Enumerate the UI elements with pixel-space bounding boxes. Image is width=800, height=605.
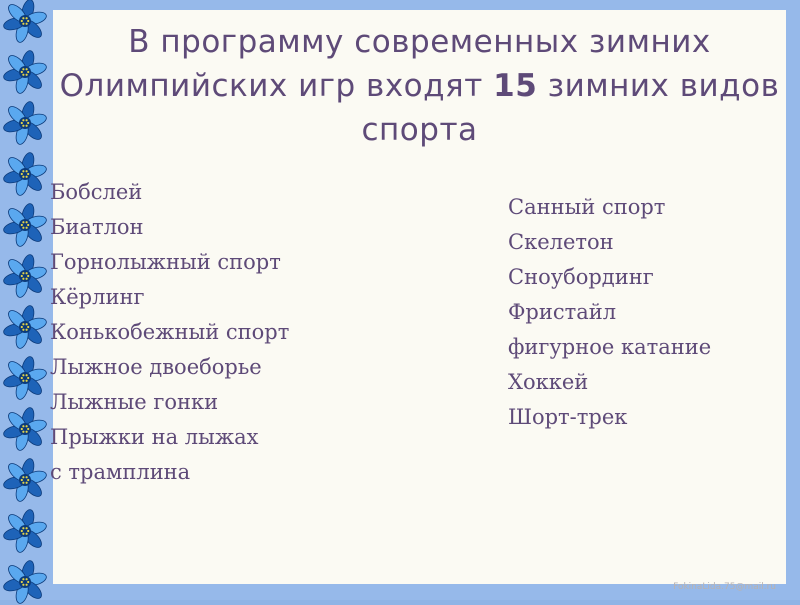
- sport-list-item: Фристайл: [508, 300, 617, 324]
- blue-flower-icon: [2, 355, 48, 401]
- sport-list-item: Бобслей: [50, 180, 143, 204]
- sport-list-item: Лыжное двоеборье: [50, 355, 262, 379]
- sport-list-item: Лыжные гонки: [50, 390, 219, 414]
- sport-list-item: с трамплина: [50, 460, 191, 484]
- slide-title: [53, 20, 786, 152]
- sports-list-right: [508, 190, 711, 435]
- sport-list-item: Горнолыжный спорт: [50, 250, 281, 274]
- blue-flower-icon: [2, 49, 48, 95]
- title-number: 15: [493, 68, 538, 104]
- author-email: FokinaLida.75@mail.ru: [673, 582, 776, 592]
- blue-flower-icon: [2, 508, 48, 554]
- title-text-after-number: зимних видов спорта: [361, 68, 780, 148]
- blue-flower-icon: [2, 406, 48, 452]
- sport-list-item: Кёрлинг: [50, 285, 145, 309]
- sport-list-item: Скелетон: [508, 230, 614, 254]
- blue-flower-icon: [2, 559, 48, 605]
- sport-list-item: Санный спорт: [508, 195, 666, 219]
- sport-list-item: Прыжки на лыжах: [50, 425, 259, 449]
- blue-flower-icon: [2, 151, 48, 197]
- blue-flower-icon: [2, 100, 48, 146]
- flower-border: [0, 0, 52, 600]
- sport-list-item: Хоккей: [508, 370, 589, 394]
- blue-flower-icon: [2, 457, 48, 503]
- sport-list-item: фигурное катание: [508, 335, 712, 359]
- sport-list-item: Конькобежный спорт: [50, 320, 290, 344]
- sports-list-left: [50, 175, 289, 490]
- sport-list-item: Сноубординг: [508, 265, 654, 289]
- sport-list-item: Биатлон: [50, 215, 144, 239]
- title-text-before-number: В программу современных зимних Олимпийских игр входят: [59, 24, 711, 104]
- blue-flower-icon: [2, 253, 48, 299]
- blue-flower-icon: [2, 0, 48, 44]
- blue-flower-icon: [2, 202, 48, 248]
- sport-list-item: Шорт-трек: [508, 405, 628, 429]
- blue-flower-icon: [2, 304, 48, 350]
